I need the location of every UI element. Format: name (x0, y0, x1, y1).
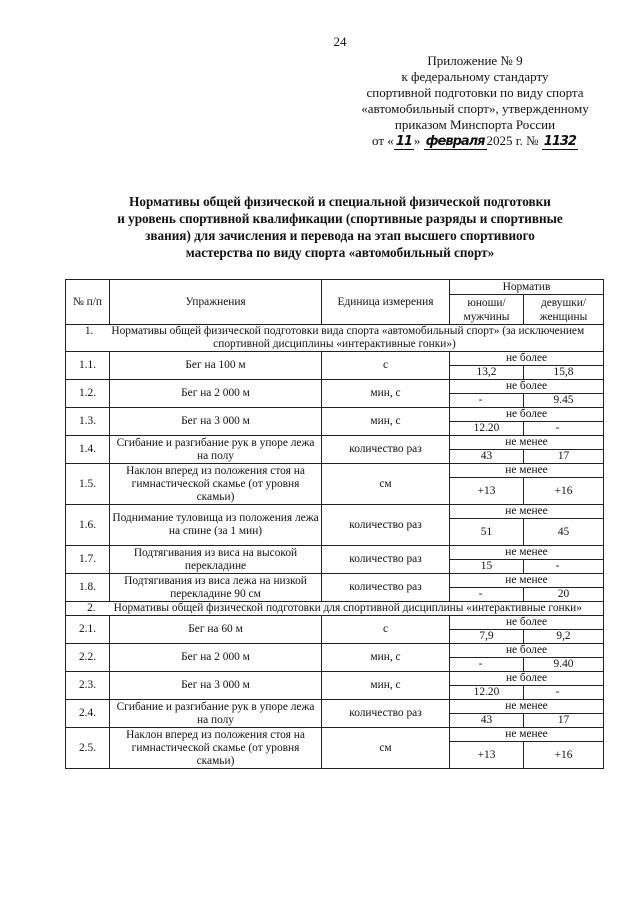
value-male: 12.20 (450, 422, 524, 436)
norm-limit: не более (450, 672, 604, 686)
appendix-line: спортивной подготовки по виду спорта (366, 85, 584, 100)
row-number: 1.6. (66, 505, 110, 546)
exercise-name: Подтягивания из виса лежа на низкой перекладине 90 см (110, 574, 322, 602)
norm-limit: не менее (450, 700, 604, 714)
title-line: звания) для зачисления и перевода на этап высшего спортивиого (145, 228, 535, 243)
exercise-name: Бег на 3 000 м (110, 408, 322, 436)
table-row (66, 380, 604, 394)
value-female: 9.45 (524, 394, 604, 408)
section-title (66, 602, 604, 616)
year-text: 2025 г. № (486, 133, 539, 148)
row-number: 2.2. (66, 644, 110, 672)
appendix-header (340, 53, 610, 150)
value-male: 43 (450, 714, 524, 728)
unit: количество раз (322, 700, 450, 728)
value-female: +16 (524, 478, 604, 505)
value-female: 15,8 (524, 366, 604, 380)
document-title (60, 193, 620, 261)
exercise-name: Наклон вперед из положения стоя на гимнастической скамье (от уровня скамьи) (110, 464, 322, 505)
norm-limit: не более (450, 408, 604, 422)
norm-limit: не менее (450, 728, 604, 742)
appendix-line: Приложение № 9 (427, 53, 523, 68)
header-exercise: Упражнения (110, 280, 322, 325)
unit: количество раз (322, 574, 450, 602)
row-number: 1.7. (66, 546, 110, 574)
norm-limit: не менее (450, 436, 604, 450)
row-number: 1.3. (66, 408, 110, 436)
value-male: +13 (450, 742, 524, 769)
row-number: 1.1. (66, 352, 110, 380)
value-male: 12.20 (450, 686, 524, 700)
table-row (66, 672, 604, 686)
value-female: 20 (524, 588, 604, 602)
table-row (66, 436, 604, 450)
appendix-line: к федеральному стандарту (401, 69, 549, 84)
value-female: 9,2 (524, 630, 604, 644)
value-male: - (450, 394, 524, 408)
appendix-line: приказом Минспорта России (394, 117, 556, 132)
date-prefix: от « (372, 133, 394, 148)
row-number: 2.3. (66, 672, 110, 700)
handwritten-order-number: 1132 (543, 134, 576, 149)
header-num: № п/п (66, 280, 110, 325)
unit: мин, с (322, 380, 450, 408)
value-female: - (524, 422, 604, 436)
value-female: 45 (524, 519, 604, 546)
header-male: юноши/ мужчины (450, 295, 524, 325)
value-female: 9.40 (524, 658, 604, 672)
value-female: - (524, 560, 604, 574)
row-number: 1.8. (66, 574, 110, 602)
row-number: 1.4. (66, 436, 110, 464)
section-title-text: Нормативы общей физической подготовки для спортивной дисциплины «интерактивные гонки» (113, 602, 582, 614)
handwritten-day: 11 (395, 134, 412, 149)
section-number: 2. (87, 602, 96, 614)
value-female: +16 (524, 742, 604, 769)
unit: мин, с (322, 408, 450, 436)
exercise-name: Наклон вперед из положения стоя на гимнастической скамье (от уровня скамьи) (110, 728, 322, 769)
value-male: 7,9 (450, 630, 524, 644)
value-male: +13 (450, 478, 524, 505)
exercise-name: Бег на 100 м (110, 352, 322, 380)
unit: см (322, 464, 450, 505)
table-row (66, 464, 604, 478)
exercise-name: Сгибание и разгибание рук в упоре лежа на полу (110, 436, 322, 464)
exercise-name: Бег на 2 000 м (110, 380, 322, 408)
unit: количество раз (322, 546, 450, 574)
unit: мин, с (322, 672, 450, 700)
title-line: и уровень спортивной квалификации (спортивные разряды и спортивные (117, 211, 563, 226)
section-row (66, 325, 604, 352)
norm-limit: не более (450, 380, 604, 394)
unit: количество раз (322, 436, 450, 464)
table-row (66, 408, 604, 422)
unit: с (322, 352, 450, 380)
header-norm: Норматив (450, 280, 604, 295)
unit: см (322, 728, 450, 769)
table-row (66, 505, 604, 519)
table-row (66, 574, 604, 588)
standards-table (65, 279, 604, 769)
value-male: - (450, 658, 524, 672)
value-female: 17 (524, 450, 604, 464)
row-number: 2.5. (66, 728, 110, 769)
row-number: 1.5. (66, 464, 110, 505)
value-male: 15 (450, 560, 524, 574)
exercise-name: Поднимание туловища из положения лежа на спине (за 1 мин) (110, 505, 322, 546)
table-row (66, 546, 604, 560)
norm-limit: не более (450, 352, 604, 366)
row-number: 1.2. (66, 380, 110, 408)
value-male: 13,2 (450, 366, 524, 380)
handwritten-month: февраля (425, 134, 485, 149)
row-number: 2.4. (66, 700, 110, 728)
value-female: - (524, 686, 604, 700)
unit: количество раз (322, 505, 450, 546)
exercise-name: Сгибание и разгибание рук в упоре лежа на полу (110, 700, 322, 728)
unit: с (322, 616, 450, 644)
value-female: 17 (524, 714, 604, 728)
unit: мин, с (322, 644, 450, 672)
norm-limit: не более (450, 616, 604, 630)
section-row (66, 602, 604, 616)
page-number: 24 (333, 34, 347, 49)
section-number: 1. (84, 325, 94, 337)
header-unit: Единица измерения (322, 280, 450, 325)
norm-limit: не менее (450, 505, 604, 519)
row-number: 2.1. (66, 616, 110, 644)
table-row (66, 616, 604, 630)
section-title (66, 325, 604, 352)
table-row (66, 644, 604, 658)
norm-limit: не менее (450, 464, 604, 478)
date-mid: » (413, 133, 421, 148)
order-date-line (340, 133, 610, 150)
title-line: Нормативы общей физической и специальной физической подготовки (129, 194, 551, 209)
exercise-name: Бег на 2 000 м (110, 644, 322, 672)
value-male: 51 (450, 519, 524, 546)
norm-limit: не менее (450, 574, 604, 588)
table-row (66, 352, 604, 366)
table-row (66, 728, 604, 742)
section-title-text: Нормативы общей физической подготовки вида спорта «автомобильный спорт» (за исключением спортивной дисциплины «интерактивные гонки») (111, 325, 585, 350)
appendix-line: «автомобильный спорт», утвержденному (361, 101, 589, 116)
exercise-name: Бег на 3 000 м (110, 672, 322, 700)
exercise-name: Подтягивания из виса на высокой перекладине (110, 546, 322, 574)
table-row (66, 700, 604, 714)
title-line: мастерства по виду спорта «автомобильный спорт» (185, 245, 495, 260)
value-male: 43 (450, 450, 524, 464)
value-male: - (450, 588, 524, 602)
exercise-name: Бег на 60 м (110, 616, 322, 644)
norm-limit: не менее (450, 546, 604, 560)
norm-limit: не более (450, 644, 604, 658)
header-female: девушки/ женщины (524, 295, 604, 325)
table-body (66, 325, 604, 769)
